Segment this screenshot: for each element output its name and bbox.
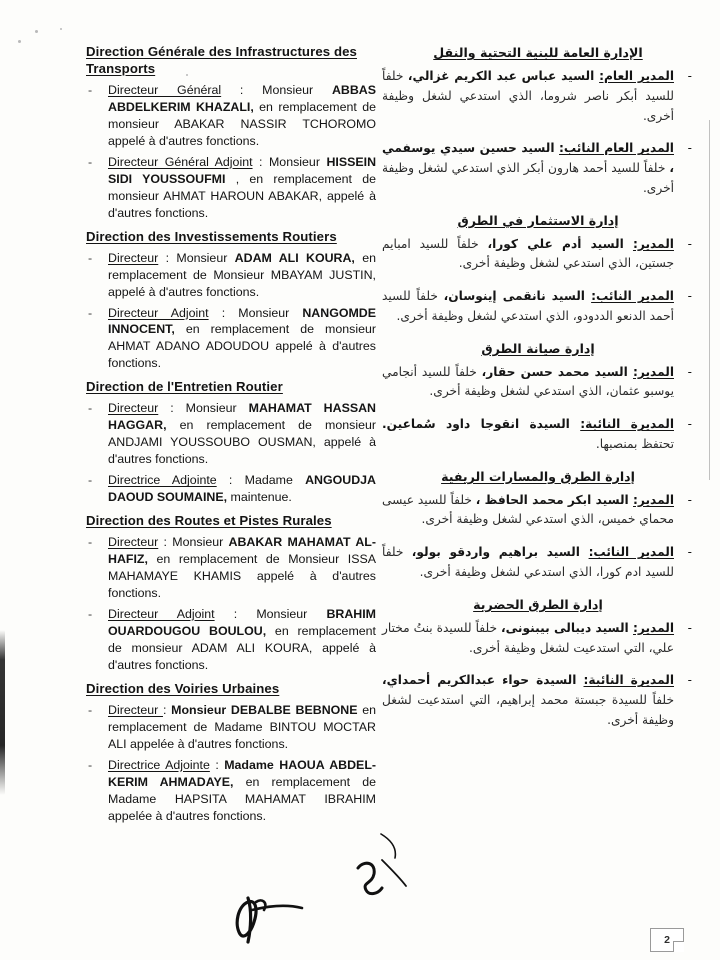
french-separator: : xyxy=(158,401,186,416)
arabic-replacement-text: خلفاً للسيد امبايم جستين، الذي استدعي لشغل وظيفة أخرى. xyxy=(382,236,674,271)
arabic-role-label: المدير العام: xyxy=(599,69,674,83)
french-appointment-item xyxy=(86,305,376,373)
arabic-section xyxy=(382,596,694,731)
bullet-dash-icon: - xyxy=(687,141,692,156)
arabic-appointment-item xyxy=(382,415,694,455)
french-role-label: Directrice Adjointe xyxy=(108,473,217,488)
french-appointment-item xyxy=(86,702,376,753)
bullet-dash-icon: - xyxy=(88,473,93,488)
bullet-dash-icon: - xyxy=(687,620,692,635)
bullet-dash-icon: - xyxy=(687,364,692,379)
french-person-title: Monsieur xyxy=(262,82,332,97)
arabic-role-label: المدير: xyxy=(632,236,674,251)
arabic-section-heading: إدارة الطرق والمسارات الريفية xyxy=(441,468,635,484)
bullet-dash-icon: - xyxy=(88,82,93,97)
arabic-appointment-item xyxy=(382,67,694,126)
arabic-person-name: السيد ابكر محمد الحافظ ، xyxy=(475,492,633,507)
french-person-title: Monsieur xyxy=(238,305,303,320)
french-role-label: Directeur Adjoint xyxy=(108,607,215,622)
bullet-dash-icon: - xyxy=(687,69,692,83)
arabic-section-heading: إدارة الاستثمار في الطرق xyxy=(457,212,619,228)
french-separator: : xyxy=(214,607,257,622)
french-person-title: Monsieur xyxy=(185,401,249,416)
arabic-person-name: السيد أدم علي كورا، xyxy=(487,236,633,251)
french-separator: : xyxy=(208,305,239,320)
french-section-heading: Direction des Voiries Urbaines xyxy=(86,681,280,696)
arabic-appointment-item xyxy=(382,139,694,198)
bullet-dash-icon: - xyxy=(88,250,93,265)
arabic-replacement-text: خلفاً للسيد أحمد الدنعو الددودو، الذي استدعي لشغل وظيفة أخرى. xyxy=(382,289,674,323)
french-replacement-text: en remplacement de Monsieur ISSA MAHAMAYE KHAMIS appelé à d'autres fonctions. xyxy=(108,552,376,601)
arabic-role-label: المدير: xyxy=(633,492,674,507)
french-replacement-text: , en remplacement de monsieur AHMAT HAROUN ABAKAR, appelé à d'autres fonctions. xyxy=(108,171,376,220)
bullet-dash-icon: - xyxy=(687,492,692,507)
french-person-name: ADAM ALI KOURA, xyxy=(234,250,355,265)
french-appointment-item xyxy=(86,400,376,468)
french-replacement-text: en remplacement de monsieur ADAM ALI KOURA, appelé à d'autres fonctions. xyxy=(108,624,376,673)
scan-shadow-left-edge xyxy=(0,630,5,795)
french-separator: : xyxy=(158,535,173,550)
arabic-section xyxy=(382,44,694,199)
scan-speck xyxy=(35,30,38,33)
french-replacement-text: en remplacement de Madame BINTOU MOCTAR ALI appelée à d'autres fonctions. xyxy=(108,702,376,751)
scan-speck xyxy=(60,28,62,30)
scan-speck xyxy=(18,40,21,43)
arabic-column xyxy=(382,44,694,744)
arabic-person-name: السيد حسين سيدي يوسفمي ، xyxy=(382,141,674,176)
bullet-dash-icon: - xyxy=(687,289,692,304)
french-appointment-item xyxy=(86,534,376,602)
handwritten-mark-secondary xyxy=(352,852,412,902)
bullet-dash-icon: - xyxy=(687,417,692,432)
french-replacement-text: maintenue. xyxy=(227,490,292,505)
french-person-title: Monsieur xyxy=(268,154,327,169)
arabic-person-name: السيد ديبالى بيبنونى، xyxy=(500,620,634,635)
arabic-replacement-text: خلفاً للسيدة بنتُ مختار علي، التي استدعيت لشغل وظيفة أخرى. xyxy=(382,620,674,655)
french-separator: : xyxy=(216,473,245,488)
french-appointment-item xyxy=(86,757,376,825)
arabic-person-name: السيد نانقمى إينوسان، xyxy=(443,289,592,304)
arabic-role-label: المديرة النائبة: xyxy=(580,417,674,432)
french-separator: : xyxy=(162,702,172,717)
bullet-dash-icon: - xyxy=(687,673,692,688)
bullet-dash-icon: - xyxy=(88,607,93,622)
french-replacement-text: en remplacement de Madame HAPSITA MAHAMAT IBRAHIM appelée à d'autres fonctions. xyxy=(108,774,376,823)
arabic-appointment-item xyxy=(382,543,694,583)
arabic-appointment-item xyxy=(382,363,694,403)
arabic-person-name: السيد عباس عبد الكريم غزالي، xyxy=(407,69,600,83)
bullet-dash-icon: - xyxy=(88,154,93,169)
french-person-name: HISSEIN SIDI YOUSSOUFMI xyxy=(108,154,377,186)
bullet-dash-icon: - xyxy=(88,757,93,772)
handwritten-signature xyxy=(228,888,318,948)
bullet-dash-icon: - xyxy=(88,401,93,416)
french-role-label: Directeur xyxy=(108,401,159,416)
arabic-appointment-item xyxy=(382,491,694,531)
arabic-role-label: المدير: xyxy=(633,620,675,635)
arabic-section xyxy=(382,212,694,327)
french-section xyxy=(86,379,376,506)
french-person-name: ABAKAR MAHAMAT AL-HAFIZ, xyxy=(108,535,377,567)
arabic-role-label: المديرة النائبة: xyxy=(583,673,674,688)
arabic-section xyxy=(382,340,694,455)
arabic-replacement-text: خلفاً للسيدة جبستة محمد إبراهيم، التي استدعيت لشغل وظيفة أخرى. xyxy=(382,693,674,727)
french-section xyxy=(86,681,376,825)
french-section xyxy=(86,513,376,674)
french-separator: : xyxy=(209,757,225,772)
scan-shadow-right-edge xyxy=(709,120,710,480)
french-replacement-text: en remplacement de monsieur ANDJAMI YOUSSOUBO OUSMAN, appelé à d'autres fonctions. xyxy=(108,418,376,467)
arabic-person-name: السيدة انقوجا داود سُماعين. xyxy=(382,417,581,432)
french-person-title: Madame xyxy=(244,473,306,488)
arabic-role-label: المدير النائب: xyxy=(588,545,674,560)
french-replacement-text: en remplacement de Monsieur MBAYAM JUSTIN, appelé à d'autres fonctions. xyxy=(108,250,376,299)
bullet-dash-icon: - xyxy=(88,535,93,550)
french-role-label: Directrice Adjointe xyxy=(108,757,210,772)
arabic-replacement-text: خلفاً للسيد أحمد هارون أبكر الذي استدعي لشغل وظيفة أخرى. xyxy=(382,161,674,195)
french-appointment-item xyxy=(86,154,376,222)
french-section-heading: Direction des Routes et Pistes Rurales xyxy=(86,513,332,529)
arabic-role-label: المدير: xyxy=(633,364,674,379)
arabic-replacement-text: خلفاً للسيد عيسى محماي خميس، الذي استدعي لشغل وظيفة أخرى. xyxy=(382,492,674,527)
arabic-person-name: السيدة حواء عبدالكريم أحمداي، xyxy=(382,673,584,688)
french-separator: : xyxy=(221,82,263,97)
arabic-appointment-item xyxy=(382,619,694,659)
arabic-section-heading: إدارة الطرق الحضرية xyxy=(473,596,603,612)
french-separator: : xyxy=(158,250,177,265)
arabic-role-label: المدير النائب: xyxy=(591,289,674,304)
bullet-dash-icon: - xyxy=(88,702,93,717)
french-role-label: Directeur xyxy=(108,702,163,717)
french-person-title: Monsieur xyxy=(176,250,235,265)
french-section-heading: Direction des Investissements Routiers xyxy=(86,228,337,244)
page-number: 2 xyxy=(650,928,684,952)
french-replacement-text: en remplacement de monsieur ABAKAR NASSIR TCHOROMO appelé à d'autres fonctions. xyxy=(108,99,376,148)
arabic-replacement-text: خلفاً للسيد ادم كورا، الذي استدعي لشغل وظيفة أخرى. xyxy=(382,545,674,580)
french-person-title: Monsieur xyxy=(256,607,327,622)
french-role-label: Directeur Général xyxy=(108,82,222,97)
arabic-appointment-item xyxy=(382,287,694,327)
french-section xyxy=(86,44,376,222)
french-person-name: MAHAMAT HASSAN HAGGAR, xyxy=(108,401,377,433)
french-person-name: Madame HAOUA ABDEL-KERIM AHMADAYE, xyxy=(108,757,377,789)
french-person-name: BRAHIM OUARDOUGOU BOULOU, xyxy=(108,607,376,639)
french-section-heading: Direction Générale des Infrastructures des Transports xyxy=(86,44,357,76)
french-section-heading: Direction de l'Entretien Routier xyxy=(86,379,283,395)
french-role-label: Directeur xyxy=(108,535,159,550)
french-section xyxy=(86,229,376,373)
french-appointment-item xyxy=(86,250,376,301)
handwritten-mark-tertiary xyxy=(375,828,409,862)
french-appointment-item xyxy=(86,82,376,150)
french-appointment-item xyxy=(86,472,376,506)
arabic-replacement-text: خلفاً للسيد أبكر ناصر شروما، الذي استدعي لشغل وظيفة أخرى. xyxy=(382,69,674,123)
arabic-replacement-text: خلفاً للسيد أنجامي يوسبو عثمان، الذي استدعي لشغل وظيفة أخرى. xyxy=(382,364,674,399)
arabic-person-name: السيد براهيم واردقو بولو، xyxy=(411,545,589,560)
arabic-replacement-text: تحتفظ بمنصبها. xyxy=(595,436,674,451)
french-person-name: ABBAS ABDELKERIM KHAZALI, xyxy=(108,82,376,114)
french-replacement-text: en remplacement de monsieur AHMAT ADANO ADOUDOU appelé à d'autres fonctions. xyxy=(108,322,376,371)
french-role-label: Directeur xyxy=(108,250,159,265)
french-role-label: Directeur Général Adjoint xyxy=(108,154,253,169)
arabic-person-name: السيد محمد حسن حقار، xyxy=(481,364,633,379)
french-person-name: ANGOUDJA DAOUD SOUMAINE, xyxy=(108,473,377,505)
french-person-title: Monsieur xyxy=(172,535,229,550)
arabic-section xyxy=(382,468,694,583)
french-appointment-item xyxy=(86,606,376,674)
bullet-dash-icon: - xyxy=(88,305,93,320)
arabic-appointment-item xyxy=(382,671,694,730)
french-separator: : xyxy=(252,154,269,169)
bullet-dash-icon: - xyxy=(687,545,692,560)
arabic-role-label: المدير العام النائب: xyxy=(559,141,674,156)
arabic-section-heading: الإدارة العامة للبنية التحتية والنقل xyxy=(433,45,643,60)
french-person-name: NANGOMDE INNOCENT, xyxy=(108,305,376,337)
french-column xyxy=(86,44,376,829)
arabic-section-heading: إدارة صيانة الطرق xyxy=(481,340,595,356)
french-role-label: Directeur Adjoint xyxy=(108,305,209,320)
arabic-appointment-item xyxy=(382,235,694,275)
french-person-name: Monsieur DEBALBE BEBNONE xyxy=(171,702,358,717)
bullet-dash-icon: - xyxy=(687,236,692,251)
